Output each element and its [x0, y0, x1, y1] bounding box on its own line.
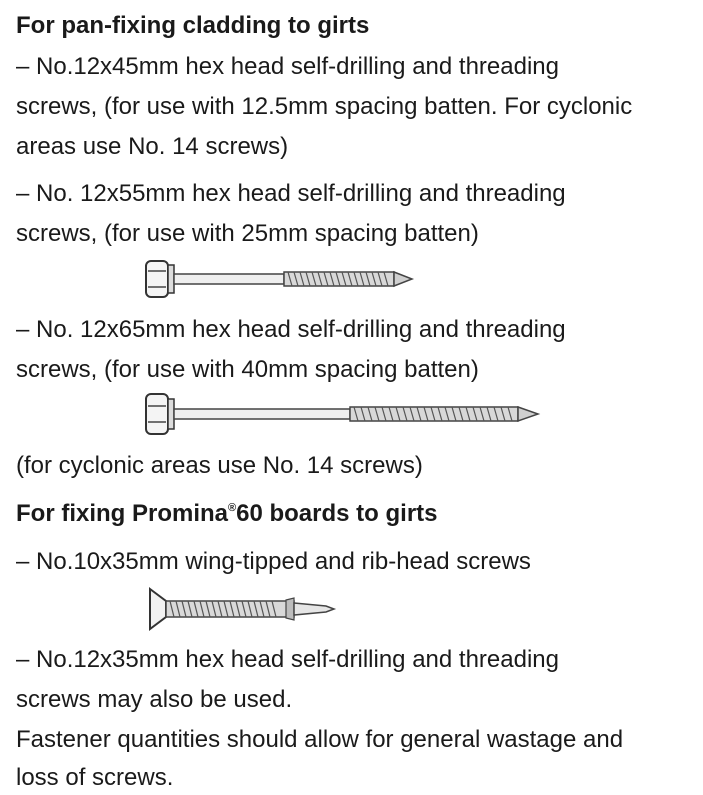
hex-head-screw-65mm-icon [140, 392, 545, 442]
screw-45mm-line-3: areas use No. 14 screws) [16, 133, 289, 160]
screw-45mm-line-2: screws, (for use with 12.5mm spacing batten. For cyclonic [16, 93, 633, 120]
footer-note-line-2: loss of screws. [16, 764, 174, 791]
screw-55mm-line-2: screws, (for use with 25mm spacing batten) [16, 220, 479, 247]
promina-fixing-heading [16, 500, 438, 528]
footer-note-line-1: Fastener quantities should allow for general wastage and [16, 726, 624, 753]
cyclonic-note: (for cyclonic areas use No. 14 screws) [16, 452, 423, 479]
promina-heading-part-1: For fixing Promina [16, 500, 229, 527]
screw-55mm-line-1: – No. 12x55mm hex head self-drilling and threading [16, 180, 566, 207]
wing-tipped-screw-icon [144, 586, 344, 636]
promina-heading-part-2: 60 boards to girts [236, 500, 438, 527]
pan-fixing-heading: For pan-fixing cladding to girts [16, 12, 370, 39]
screw-65mm-line-2: screws, (for use with 40mm spacing batten) [16, 356, 479, 383]
registered-mark: ® [228, 502, 237, 514]
screw-45mm-line-1: – No.12x45mm hex head self-drilling and threading [16, 53, 559, 80]
screw-65mm-line-1: – No. 12x65mm hex head self-drilling and threading [16, 316, 566, 343]
screw-35mm-line-1: – No.12x35mm hex head self-drilling and threading [16, 646, 559, 673]
screw-35mm-line-2: screws may also be used. [16, 686, 293, 713]
wing-tipped-screw-line: – No.10x35mm wing-tipped and rib-head screws [16, 548, 531, 575]
hex-head-screw-55mm-icon [140, 258, 420, 308]
